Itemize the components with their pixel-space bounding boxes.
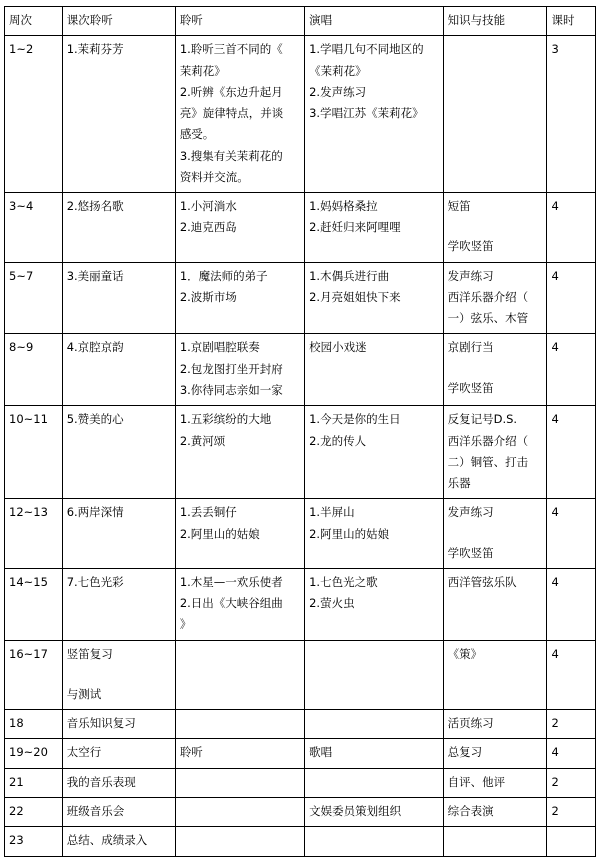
- cell-text-line: 综合表演: [447, 803, 494, 818]
- cell-knowledge: [443, 406, 547, 499]
- cell-text-line: 16~17: [9, 646, 48, 661]
- cell-week: [5, 640, 63, 710]
- cell-text-line: 我的音乐表现: [66, 774, 136, 789]
- cell-text-line: 2.赶妊归来阿哩哩: [309, 220, 401, 235]
- cell-text-line: 7.七色光彩: [66, 574, 124, 589]
- cell-text-line: 京剧行当: [447, 340, 494, 355]
- cell-text-line: 14~15: [9, 574, 48, 589]
- cell-text-line: 3.美丽童话: [66, 268, 124, 283]
- cell-listen: [175, 36, 304, 193]
- cell-listen: [175, 193, 304, 263]
- cell-text-line: 1.木偶兵进行曲: [309, 268, 390, 283]
- cell-text-line: 《茉莉花》: [309, 63, 367, 78]
- cell-text-line: 23: [9, 833, 24, 848]
- cell-text-line: 2.黄河颂: [179, 433, 226, 448]
- cell-text-line: 21: [9, 774, 24, 789]
- cell-text-line: 总结、成绩录入: [66, 833, 148, 848]
- header-week: 周次: [5, 7, 63, 36]
- cell-text-line: 班级音乐会: [66, 803, 125, 818]
- cell-text-line: 2.月亮姐姐快下来: [309, 289, 401, 304]
- cell-text-line: 2.阿里山的姑娘: [179, 526, 260, 541]
- cell-spacer: [448, 359, 543, 378]
- table-row: [5, 262, 596, 334]
- cell-lesson: [62, 768, 175, 797]
- cell-text-line: 1.小河淌水: [179, 199, 237, 214]
- header-sing: 演唱: [305, 7, 444, 36]
- cell-text-line: 聆听: [179, 745, 203, 760]
- cell-text-line: 西洋管弦乐队: [447, 574, 517, 589]
- cell-week: [5, 739, 63, 768]
- cell-text-line: 西洋乐器介绍（: [447, 433, 529, 448]
- cell-knowledge: [443, 262, 547, 334]
- table-body: [5, 36, 596, 856]
- table-row: [5, 710, 596, 739]
- cell-text-line: 《策》: [447, 646, 483, 661]
- cell-week: [5, 710, 63, 739]
- cell-knowledge: [443, 193, 547, 263]
- cell-text-line: 22: [9, 803, 24, 818]
- cell-listen: [175, 827, 304, 856]
- cell-lesson: [62, 827, 175, 856]
- cell-lesson: [62, 406, 175, 499]
- syllabus-table: [4, 6, 596, 857]
- cell-text-line: 竖笛复习: [66, 646, 113, 661]
- cell-hours: [547, 710, 596, 739]
- cell-knowledge: [443, 499, 547, 569]
- cell-hours: [547, 36, 596, 193]
- cell-text-line: 学吹竖笛: [447, 380, 494, 395]
- cell-listen: [175, 710, 304, 739]
- cell-text-line: 1.茉莉芬芳: [66, 42, 124, 57]
- table-header: [5, 7, 596, 36]
- cell-hours: [547, 499, 596, 569]
- cell-text-line: 资料并交流。: [179, 169, 249, 184]
- cell-text-line: 5~7: [9, 268, 34, 283]
- header-knowledge: 知识与技能: [443, 7, 547, 36]
- cell-hours: [547, 640, 596, 710]
- cell-text-line: 二）铜管、打击: [447, 454, 529, 469]
- table-row: [5, 797, 596, 826]
- cell-text-line: 10~11: [9, 412, 48, 427]
- cell-text-line: 1~2: [9, 42, 34, 57]
- cell-text-line: 短笛: [447, 199, 471, 214]
- cell-text-line: 音乐知识复习: [66, 716, 136, 731]
- cell-hours: [547, 262, 596, 334]
- cell-text-line: 自评、他评: [447, 774, 506, 789]
- cell-text-line: 2.萤火虫: [309, 596, 355, 611]
- header-lesson: 课次聆听: [62, 7, 175, 36]
- cell-text-line: 2.迪克西岛: [179, 220, 237, 235]
- table-row: [5, 334, 596, 406]
- cell-text-line: 1．魔法师的弟子: [179, 268, 268, 283]
- cell-text-line: 3: [551, 42, 559, 57]
- cell-text-line: 1.京剧唱腔联奏: [179, 340, 260, 355]
- cell-text-line: 1.半屏山: [309, 505, 355, 520]
- cell-spacer: [448, 217, 543, 236]
- cell-sing: [305, 334, 444, 406]
- cell-text-line: 总复习: [447, 745, 483, 760]
- table-row: [5, 406, 596, 499]
- cell-lesson: [62, 193, 175, 263]
- cell-text-line: 4: [551, 745, 559, 760]
- cell-text-line: 2.阿里山的姑娘: [309, 526, 390, 541]
- cell-sing: [305, 710, 444, 739]
- cell-sing: [305, 568, 444, 640]
- table-row: [5, 36, 596, 193]
- cell-text-line: 4: [551, 505, 559, 520]
- cell-text-line: 2: [551, 774, 559, 789]
- cell-spacer: [448, 524, 543, 543]
- cell-week: [5, 768, 63, 797]
- cell-listen: [175, 406, 304, 499]
- cell-hours: [547, 768, 596, 797]
- cell-text-line: 4: [551, 646, 559, 661]
- cell-text-line: 1.今天是你的生日: [309, 412, 401, 427]
- cell-text-line: 1.妈妈格桑拉: [309, 199, 378, 214]
- cell-week: [5, 499, 63, 569]
- header-hours: 课时: [547, 7, 596, 36]
- table-row: [5, 827, 596, 856]
- cell-listen: [175, 499, 304, 569]
- cell-text-line: 1.学唱几句不同地区的: [309, 42, 424, 57]
- cell-text-line: 1.五彩缤纷的大地: [179, 412, 272, 427]
- cell-text-line: 2.发声练习: [309, 84, 367, 99]
- cell-sing: [305, 797, 444, 826]
- cell-knowledge: [443, 36, 547, 193]
- cell-text-line: 》: [179, 617, 192, 632]
- cell-knowledge: [443, 797, 547, 826]
- cell-text-line: 3.你待同志亲如一家: [179, 382, 283, 397]
- cell-text-line: 3~4: [9, 199, 34, 214]
- cell-week: [5, 797, 63, 826]
- cell-text-line: 19~20: [9, 745, 48, 760]
- cell-lesson: [62, 262, 175, 334]
- cell-text-line: 8~9: [9, 340, 34, 355]
- cell-hours: [547, 739, 596, 768]
- cell-listen: [175, 797, 304, 826]
- cell-text-line: 活页练习: [447, 716, 494, 731]
- cell-text-line: 2.日出《大峡谷组曲: [179, 596, 283, 611]
- cell-sing: [305, 262, 444, 334]
- cell-text-line: 学吹竖笛: [447, 239, 494, 254]
- cell-text-line: 2.听辨《东边升起月: [179, 84, 283, 99]
- table-row: [5, 193, 596, 263]
- cell-sing: [305, 499, 444, 569]
- cell-lesson: [62, 710, 175, 739]
- cell-knowledge: [443, 568, 547, 640]
- table-row: [5, 768, 596, 797]
- cell-text-line: 1.丢丢铜仔: [179, 505, 237, 520]
- cell-text-line: 1.木星—一欢乐使者: [179, 574, 283, 589]
- cell-week: [5, 406, 63, 499]
- cell-text-line: 学吹竖笛: [447, 545, 494, 560]
- cell-text-line: 茉莉花》: [179, 63, 226, 78]
- cell-sing: [305, 739, 444, 768]
- cell-text-line: 2: [551, 803, 559, 818]
- cell-text-line: 12~13: [9, 505, 48, 520]
- cell-text-line: 1.聆听三首不同的《: [179, 42, 283, 57]
- cell-sing: [305, 36, 444, 193]
- cell-week: [5, 193, 63, 263]
- cell-knowledge: [443, 710, 547, 739]
- cell-listen: [175, 334, 304, 406]
- cell-text-line: 2: [551, 716, 559, 731]
- cell-knowledge: [443, 827, 547, 856]
- cell-hours: [547, 334, 596, 406]
- cell-lesson: [62, 739, 175, 768]
- cell-lesson: [62, 640, 175, 710]
- cell-text-line: 2.悠扬名歌: [66, 199, 124, 214]
- cell-week: [5, 827, 63, 856]
- cell-week: [5, 568, 63, 640]
- cell-lesson: [62, 334, 175, 406]
- cell-week: [5, 334, 63, 406]
- cell-text-line: 西洋乐器介绍（: [447, 289, 529, 304]
- cell-spacer: [67, 665, 171, 684]
- cell-text-line: 1.七色光之歌: [309, 574, 378, 589]
- cell-hours: [547, 797, 596, 826]
- cell-lesson: [62, 797, 175, 826]
- cell-listen: [175, 640, 304, 710]
- cell-week: [5, 36, 63, 193]
- cell-sing: [305, 827, 444, 856]
- cell-text-line: 4: [551, 412, 559, 427]
- cell-text-line: 6.两岸深情: [66, 505, 124, 520]
- table-row: [5, 568, 596, 640]
- cell-text-line: 4: [551, 340, 559, 355]
- cell-text-line: 4: [551, 574, 559, 589]
- cell-text-line: 3.学唱江苏《茉莉花》: [309, 106, 424, 121]
- header-row: [5, 7, 596, 36]
- cell-hours: [547, 568, 596, 640]
- cell-knowledge: [443, 768, 547, 797]
- cell-text-line: 4: [551, 199, 559, 214]
- table-row: [5, 739, 596, 768]
- cell-knowledge: [443, 739, 547, 768]
- header-listen: 聆听: [175, 7, 304, 36]
- cell-text-line: 太空行: [66, 745, 102, 760]
- cell-hours: [547, 406, 596, 499]
- cell-text-line: 与测试: [66, 686, 102, 701]
- cell-text-line: 4: [551, 268, 559, 283]
- cell-hours: [547, 827, 596, 856]
- cell-lesson: [62, 568, 175, 640]
- cell-text-line: 2.包龙图打坐开封府: [179, 361, 283, 376]
- cell-listen: [175, 568, 304, 640]
- cell-text-line: 2.波斯市场: [179, 289, 237, 304]
- cell-text-line: 2.龙的传人: [309, 433, 367, 448]
- cell-text-line: 发声练习: [447, 505, 494, 520]
- cell-text-line: 感受。: [179, 127, 215, 142]
- cell-text-line: 一）弦乐、木管: [447, 311, 529, 326]
- cell-listen: [175, 768, 304, 797]
- cell-text-line: 4.京腔京韵: [66, 340, 124, 355]
- cell-text-line: 18: [9, 716, 24, 731]
- cell-text-line: 5.赞美的心: [66, 412, 124, 427]
- table-row: [5, 640, 596, 710]
- cell-hours: [547, 193, 596, 263]
- cell-sing: [305, 193, 444, 263]
- cell-lesson: [62, 36, 175, 193]
- cell-text-line: 歌唱: [309, 745, 333, 760]
- cell-text-line: 亮》旋律特点，并谈: [179, 106, 284, 121]
- cell-text-line: 乐器: [447, 476, 471, 491]
- cell-text-line: 文娱委员策划组织: [309, 803, 402, 818]
- cell-sing: [305, 406, 444, 499]
- cell-text-line: 校园小戏迷: [309, 340, 367, 355]
- cell-sing: [305, 768, 444, 797]
- cell-text-line: 发声练习: [447, 268, 494, 283]
- cell-lesson: [62, 499, 175, 569]
- cell-knowledge: [443, 640, 547, 710]
- table-row: [5, 499, 596, 569]
- cell-sing: [305, 640, 444, 710]
- cell-week: [5, 262, 63, 334]
- cell-listen: [175, 739, 304, 768]
- cell-text-line: 3.搜集有关茉莉花的: [179, 148, 283, 163]
- cell-text-line: 反复记号D.S.: [447, 412, 518, 427]
- cell-listen: [175, 262, 304, 334]
- cell-knowledge: [443, 334, 547, 406]
